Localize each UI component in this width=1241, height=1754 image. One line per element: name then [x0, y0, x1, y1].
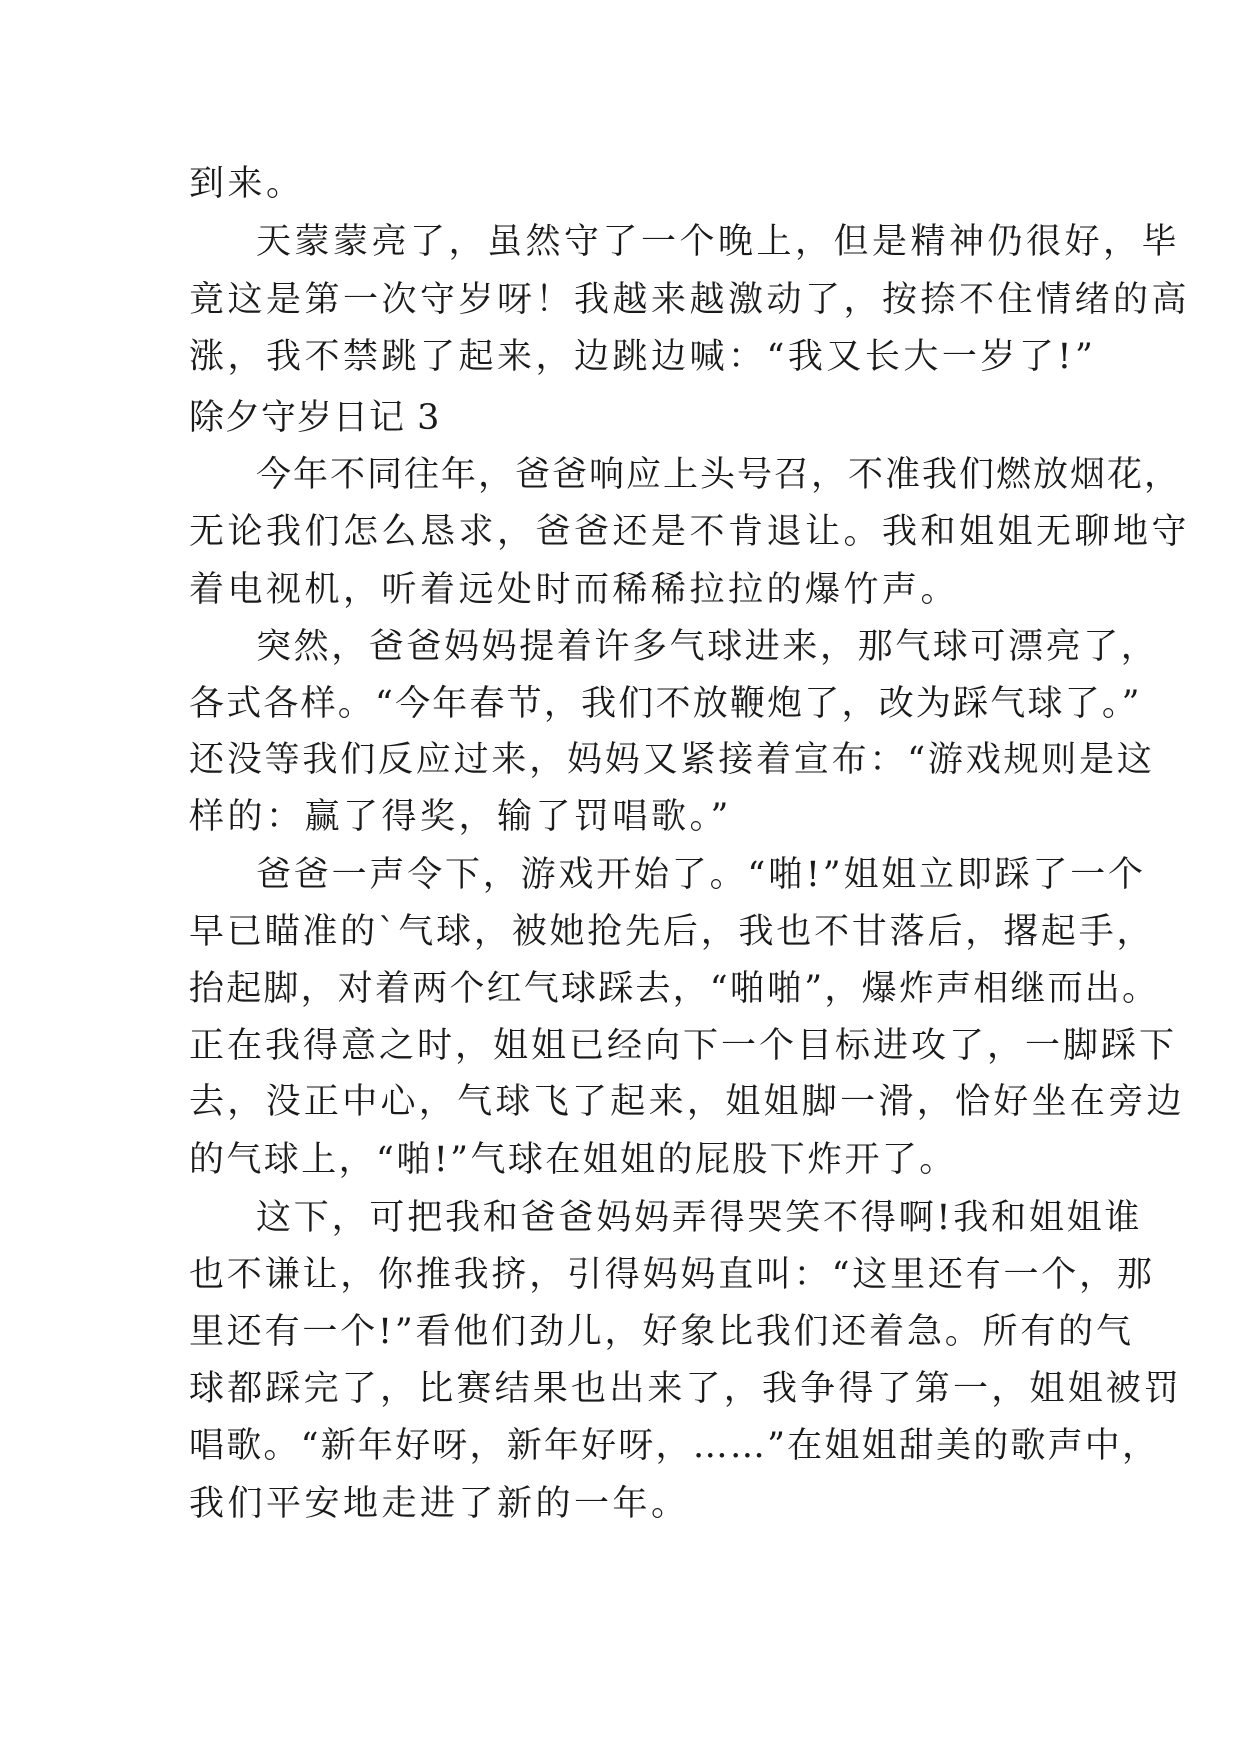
text-line: 抬起脚，对着两个红气球踩去，“啪啪”，爆炸声相继而出。 [189, 969, 1160, 1009]
text-line: 无论我们怎么恳求，爸爸还是不肯退让。我和姐姐无聊地守 [189, 512, 1191, 552]
text-line: 我们平安地走进了新的一年。 [189, 1484, 690, 1524]
text-line: 爸爸一声令下，游戏开始了。“啪!”姐姐立即踩了一个 [256, 855, 1146, 895]
text-line: 今年不同往年，爸爸响应上头号召，不准我们燃放烟花， [256, 455, 1182, 495]
text-line: 还没等我们反应过来，妈妈又紧接着宣布：“游戏规则是这 [189, 740, 1155, 780]
text-line: 早已瞄准的`气球，被她抢先后，我也不甘落后，撂起手， [189, 912, 1155, 952]
text-line: 里还有一个!”看他们劲儿，好象比我们还着急。所有的气 [189, 1312, 1134, 1352]
text-line: 球都踩完了，比赛结果也出来了，我争得了第一，姐姐被罚 [189, 1369, 1183, 1409]
text-line: 突然，爸爸妈妈提着许多气球进来，那气球可漂亮了， [256, 627, 1159, 667]
text-line: 到来。 [189, 164, 305, 204]
text-line: 各式各样。“今年春节，我们不放鞭炮了，改为踩气球了。” [189, 684, 1142, 724]
text-line: 正在我得意之时，姐姐已经向下一个目标进攻了，一脚踩下 [189, 1026, 1178, 1066]
text-line: 去，没正中心，气球飞了起来，姐姐脚一滑，恰好坐在旁边 [189, 1082, 1185, 1122]
text-line: 涨，我不禁跳了起来，边跳边喊：“我又长大一岁了!” [189, 337, 1097, 377]
text-line: 的气球上，“啪!”气球在姐姐的屁股下炸开了。 [189, 1140, 957, 1180]
text-line: 唱歌。“新年好呀，新年好呀，……”在姐姐甜美的歌声中， [189, 1426, 1160, 1466]
text-line: 天蒙蒙亮了，虽然守了一个晚上，但是精神仍很好，毕 [256, 222, 1181, 262]
text-line: 着电视机，听着远处时而稀稀拉拉的爆竹声。 [189, 570, 960, 610]
text-line: 竟这是第一次守岁呀！我越来越激动了，按捺不住情绪的高 [189, 280, 1191, 320]
section-heading: 除夕守岁日记 3 [189, 398, 441, 438]
text-line: 也不谦让，你推我挤，引得妈妈直叫：“这里还有一个，那 [189, 1255, 1155, 1295]
text-line: 这下，可把我和爸爸妈妈弄得哭笑不得啊!我和姐姐谁 [256, 1198, 1143, 1238]
text-line: 样的：赢了得奖，输了罚唱歌。” [189, 797, 732, 837]
